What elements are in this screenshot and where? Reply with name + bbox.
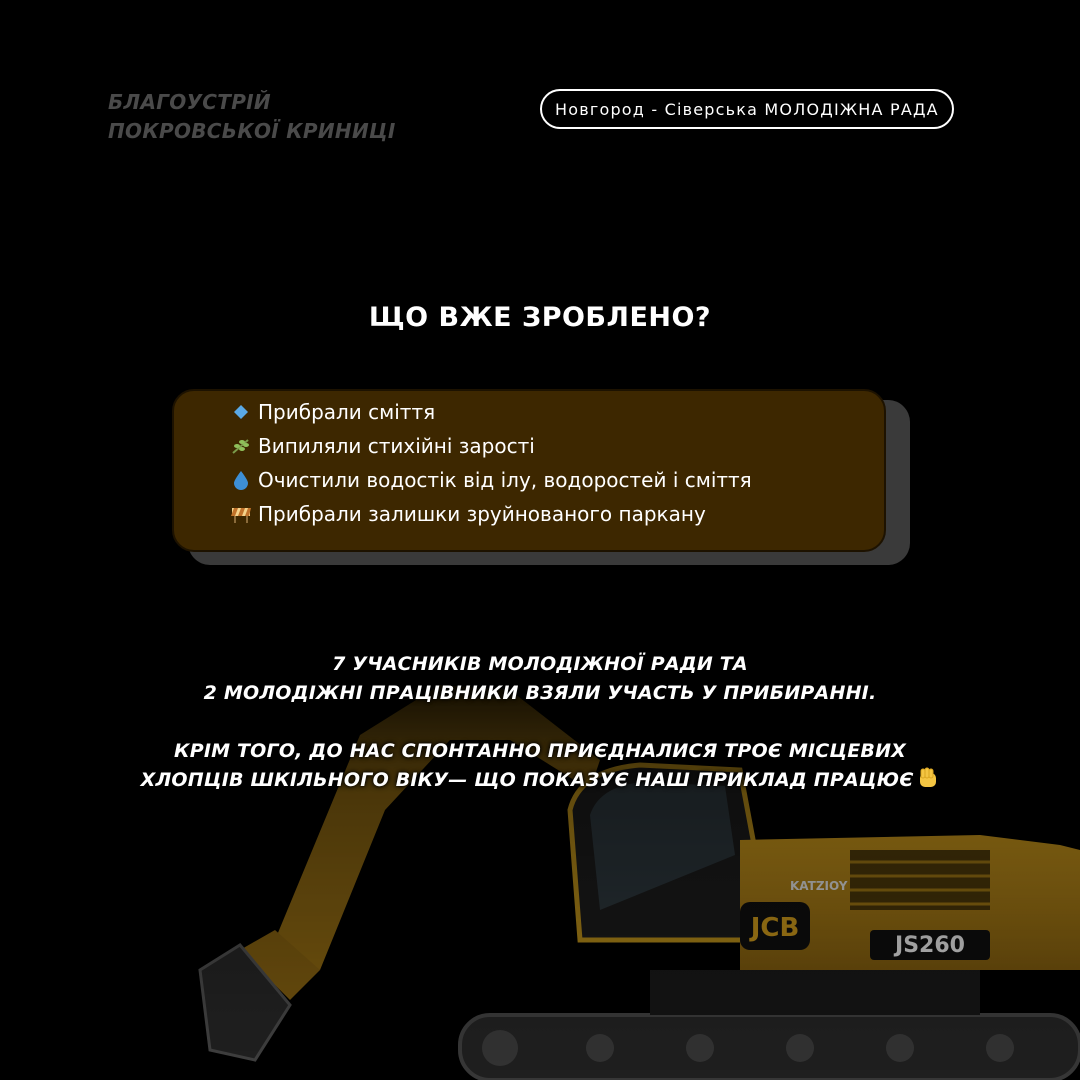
list-item-text: Очистили водостік від ілу, водоростей і сміття — [258, 468, 752, 492]
list-item-text: Випиляли стихійні зарості — [258, 434, 535, 458]
section-heading: ЩО ВЖЕ ЗРОБЛЕНО? — [368, 302, 712, 333]
list-item — [230, 429, 752, 463]
project-title-line-2: ПОКРОВСЬКОЇ КРИНИЦІ — [108, 119, 396, 143]
list-item — [230, 395, 752, 429]
project-title — [108, 88, 396, 146]
list-item-text: Прибрали сміття — [258, 400, 436, 424]
construction-barrier-icon — [230, 505, 252, 523]
herb-icon — [230, 437, 252, 455]
organization-badge — [540, 89, 954, 129]
droplet-icon — [230, 470, 252, 490]
list-item — [230, 497, 752, 531]
list-item — [230, 463, 752, 497]
summary-line-3: КРІМ ТОГО, ДО НАС СПОНТАННО ПРИЄДНАЛИСЯ ТРОЄ МІСЦЕВИХ — [173, 740, 907, 762]
organization-label: Новгород - Сіверська МОЛОДІЖНА РАДА — [555, 99, 939, 119]
project-title-line-1: БЛАГОУСТРІЙ — [108, 90, 271, 114]
summary-line-4: ХЛОПЦІВ ШКІЛЬНОГО ВІКУ— ЩО ПОКАЗУЄ НАШ ПРИКЛАД ПРАЦЮЄ — [140, 769, 914, 791]
summary-line-1: 7 УЧАСНИКІВ МОЛОДІЖНОЇ РАДИ ТА — [332, 653, 748, 675]
blue-diamond-icon — [230, 405, 252, 419]
completed-tasks-list — [230, 395, 752, 531]
summary-line-4-wrap — [0, 766, 1080, 798]
list-item-text: Прибрали залишки зруйнованого паркану — [258, 502, 706, 526]
participants-summary — [0, 650, 1080, 798]
summary-line-2: 2 МОЛОДІЖНІ ПРАЦІВНИКИ ВЗЯЛИ УЧАСТЬ У ПРИБИРАННІ. — [203, 682, 877, 704]
raised-fist-icon — [917, 767, 939, 798]
